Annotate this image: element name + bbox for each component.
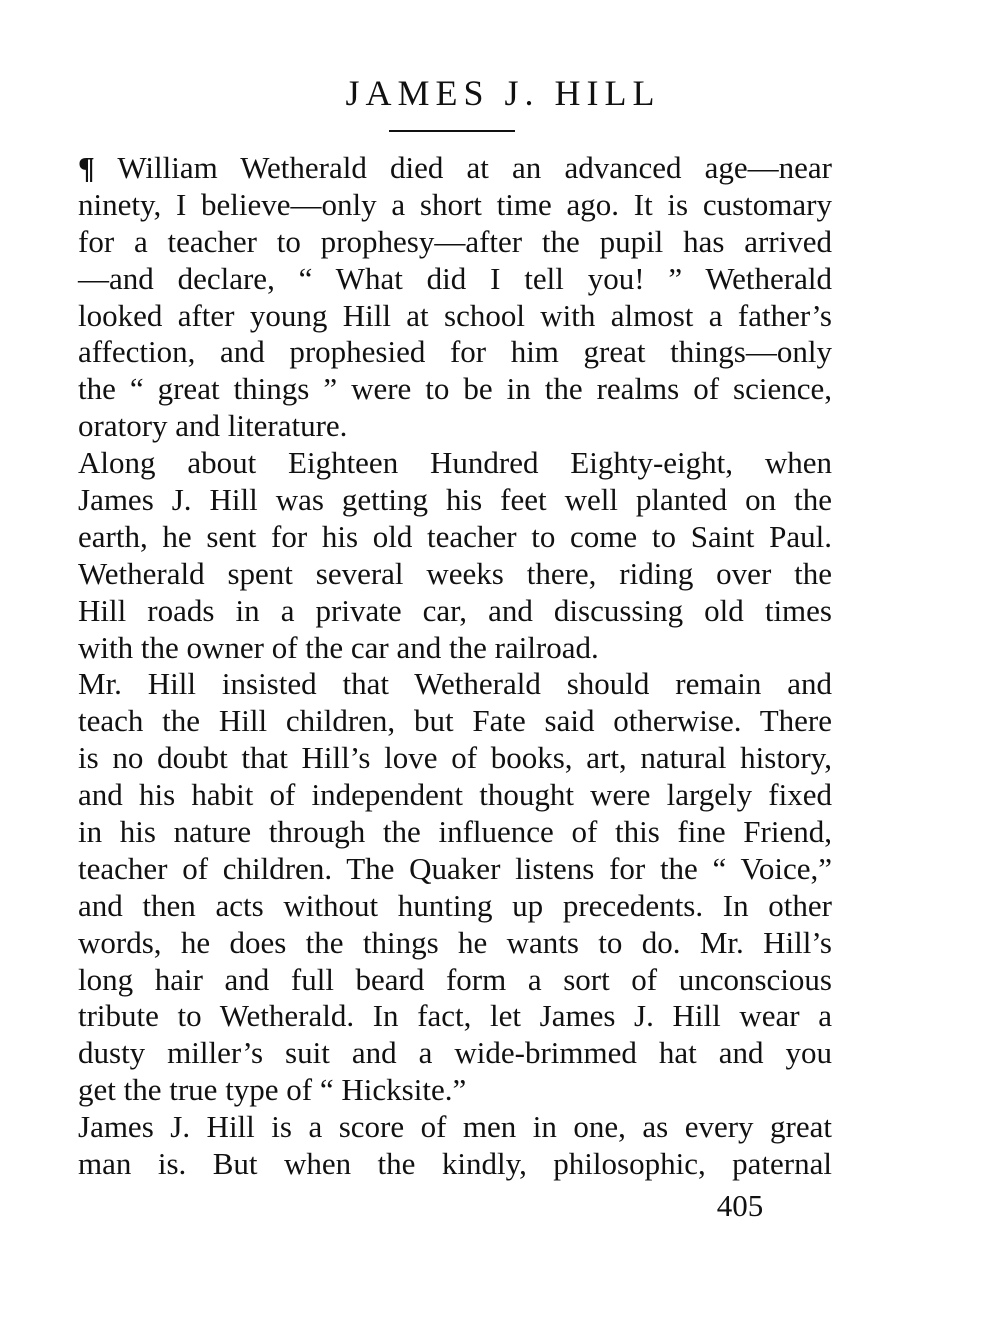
text-line: —and declare, “ What did I tell you! ” Wetherald [78,260,832,296]
text-line: and then acts without hunting up precedents. In other [78,887,832,923]
body-text [78,150,832,1183]
text-line: teacher of children. The Quaker listens for the “ Voice,” [78,850,832,886]
text-line: Wetherald spent several weeks there, riding over the [78,555,832,591]
text-line: looked after young Hill at school with almost a father’s [78,297,832,333]
page-number: 405 [716,1188,764,1223]
text-line: Along about Eighteen Hundred Eighty-eight, when [78,445,832,481]
text-line: for a teacher to prophesy—after the pupil has arrived [78,223,832,259]
text-line: get the true type of “ Hicksite.” [78,1072,467,1108]
text-line: man is. But when the kindly, philosophic, paternal [78,1146,832,1182]
text-line [78,150,832,187]
text-line: teach the Hill children, but Fate said otherwise. There [78,703,832,739]
text-line: ninety, I believe—only a short time ago. It is customary [78,186,832,222]
text-line: earth, he sent for his old teacher to come to Saint Paul. [78,518,832,554]
header-rule [389,130,515,132]
text-line: oratory and literature. [78,408,348,444]
text-line: Hill roads in a private car, and discussing old times [78,592,832,628]
running-head: JAMES J. HILL [345,73,661,113]
text-line: the “ great things ” were to be in the realms of science, [78,371,832,407]
paragraph-mark: ¶ [78,150,95,185]
text-line: long hair and full beard form a sort of unconscious [78,961,832,997]
text-line: words, he does the things he wants to do. Mr. Hill’s [78,924,832,960]
text-line: in his nature through the influence of this fine Friend, [78,814,832,850]
text-line: is no doubt that Hill’s love of books, art, natural history, [78,740,832,776]
line-text: William Wetherald died at an advanced age—near [117,150,832,185]
text-line: with the owner of the car and the railroad. [78,629,599,665]
text-line: affection, and prophesied for him great things—only [78,334,832,370]
text-line: dusty miller’s suit and a wide-brimmed hat and you [78,1035,832,1071]
text-line: James J. Hill was getting his feet well planted on the [78,482,832,518]
text-line: Mr. Hill insisted that Wetherald should remain and [78,666,832,702]
text-line: and his habit of independent thought were largely fixed [78,777,832,813]
text-line: James J. Hill is a score of men in one, as every great [78,1109,832,1145]
text-line: tribute to Wetherald. In fact, let James J. Hill wear a [78,998,832,1034]
